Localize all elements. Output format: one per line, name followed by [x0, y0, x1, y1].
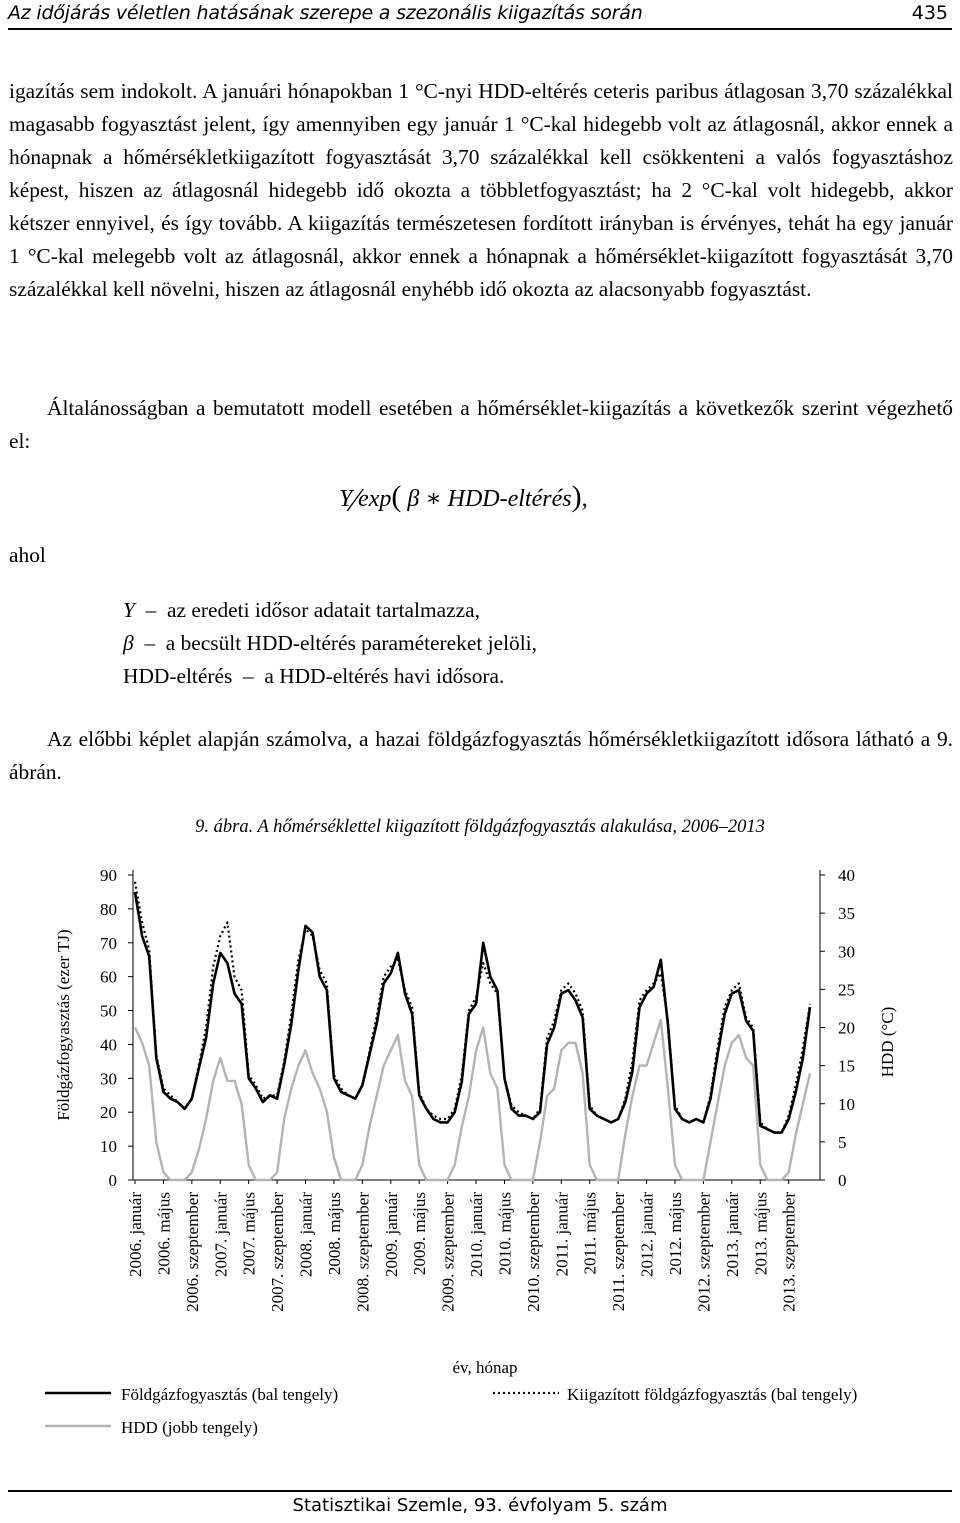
y-axis-title: Földgázfogyasztás (ezer TJ) — [54, 929, 73, 1121]
y-tick-label: 80 — [100, 899, 117, 919]
legend-label-adjusted: Kiigazított földgázfogyasztás (bal tengely) — [567, 1385, 858, 1404]
definition-item: HDD-eltérés – a HDD-eltérés havi idősora. — [123, 664, 505, 688]
figure-number: 9. ábra. — [195, 817, 254, 837]
header-rule — [8, 28, 952, 30]
x-tick-label: 2011. május — [580, 1192, 600, 1275]
y-tick-label: 50 — [100, 1001, 117, 1021]
y2-tick-label: 0 — [838, 1171, 847, 1190]
definition-list — [123, 594, 537, 693]
x-tick-label: 2012. január — [637, 1192, 657, 1277]
y2-tick-label: 15 — [838, 1056, 855, 1076]
y2-tick-label: 10 — [838, 1094, 855, 1114]
formula-beta: β — [407, 486, 420, 512]
journal-footer: Statisztikai Szemle, 93. évfolyam 5. szám — [292, 1495, 668, 1516]
formula — [339, 480, 588, 520]
definition-item: β – a becsült HDD-eltérés paramétereket jelöli, — [123, 631, 537, 655]
paragraph-1: igazítás sem indokolt. A januári hónapokban 1 °C-nyi HDD-eltérés ceteris paribus átlagosan 3,70 százalékkal magasabb fogyasztást jelent, így amennyiben egy január 1 °C-kal hidegebb volt az átlagosnál, akkor ennek a hónapnak a hőmérsékletkiigazított fogyasztását 3,70 százalékkal kell csökkenteni a valós fogyasztáshoz képest, hiszen az átlagosnál hidegebb idő okozta a többletfogyasztást; ha 2 °C-kal volt hidegebb, akkor kétszer ennyivel, és így tovább. A kiigazítás természetesen fordított irányban is érvényes, tehát ha egy január 1 °C-kal melegebb volt az átlagosnál, akkor ennek a hónapnak a hőmérséklet-kiigazított fogyasztását 3,70 százalékkal kell növelni, hiszen az átlagosnál enyhébb idő okozta az alacsonyabb fogyasztást. — [9, 79, 953, 301]
legend-label-consumption: Földgázfogyasztás (bal tengely) — [121, 1385, 339, 1404]
x-tick-label: 2009. május — [410, 1192, 430, 1276]
definition-symbol: β — [123, 631, 134, 655]
definition-text: az eredeti idősor adatait tartalmazza, — [167, 598, 480, 622]
x-tick-label: 2009. január — [381, 1192, 401, 1277]
y-tick-label: 20 — [100, 1103, 117, 1123]
x-tick-label: 2010. május — [495, 1192, 515, 1276]
formula-exp: exp — [358, 486, 392, 512]
x-tick-label: 2012. szeptember — [694, 1192, 714, 1312]
page-number: 435 — [911, 2, 948, 24]
series-line-consumption — [135, 892, 810, 1133]
x-tick-label: 2006. január — [126, 1192, 145, 1277]
formula-term: HDD-eltérés — [447, 486, 572, 512]
x-tick-label: 2007. szeptember — [268, 1192, 288, 1312]
x-tick-label: 2008. szeptember — [353, 1192, 373, 1312]
y2-tick-label: 35 — [838, 904, 855, 924]
footer-rule — [8, 1490, 952, 1492]
x-tick-label: 2010. január — [467, 1192, 487, 1277]
y2-tick-label: 25 — [838, 980, 855, 1000]
definition-symbol: HDD-eltérés — [123, 664, 233, 688]
definition-symbol: Y — [123, 598, 135, 622]
page-footer — [0, 1486, 960, 1516]
x-tick-label: 2006. szeptember — [182, 1192, 202, 1312]
y-tick-label: 30 — [100, 1069, 117, 1089]
y2-tick-label: 40 — [838, 866, 855, 885]
y-tick-label: 0 — [108, 1171, 117, 1190]
formula-comma: , — [581, 486, 588, 512]
formula-y: Y — [339, 486, 353, 512]
running-title: Az időjárás véletlen hatásának szerepe a szezonális kiigazítás során — [8, 2, 643, 24]
y-tick-label: 60 — [100, 967, 117, 987]
y-tick-label: 90 — [100, 866, 117, 885]
legend-label-hdd: HDD (jobb tengely) — [121, 1418, 258, 1437]
series-line-hdd — [135, 1020, 810, 1180]
x-tick-label: 2010. szeptember — [523, 1192, 543, 1312]
x-tick-label: 2007. január — [211, 1192, 231, 1277]
line-chart — [0, 850, 960, 1470]
definition-item: Y – az eredeti idősor adatait tartalmazza, — [123, 598, 480, 622]
definition-text: a HDD-eltérés havi idősora. — [264, 664, 505, 688]
x-tick-label: 2011. szeptember — [609, 1192, 629, 1312]
paragraph-2: Általánosságban a bemutatott modell esetében a hőmérséklet-kiigazítás a következők szerint végezhető el: — [9, 396, 953, 453]
x-axis-title: év, hónap — [452, 1358, 518, 1377]
y2-tick-label: 20 — [838, 1018, 855, 1038]
formula-slash: ⁄ — [352, 482, 359, 519]
y2-tick-label: 30 — [838, 942, 855, 962]
x-tick-label: 2013. május — [751, 1192, 771, 1276]
y2-tick-label: 5 — [838, 1132, 847, 1152]
y2-axis-title: HDD (°C) — [878, 1006, 897, 1078]
x-tick-label: 2013. szeptember — [779, 1192, 799, 1312]
formula-close-paren: ) — [571, 480, 582, 513]
formula-open-paren: ( — [391, 480, 402, 513]
definition-text: a becsült HDD-eltérés paramétereket jelöli, — [165, 631, 537, 655]
y-tick-label: 10 — [100, 1137, 117, 1157]
x-tick-label: 2008. május — [324, 1192, 344, 1276]
ahol-label: ahol — [9, 543, 46, 567]
x-tick-label: 2013. január — [722, 1192, 742, 1277]
formula-star: ∗ — [425, 486, 442, 512]
x-tick-label: 2012. május — [666, 1192, 685, 1276]
figure-title: A hőmérséklettel kiigazított földgázfogyasztás alakulása, 2006–2013 — [257, 817, 765, 837]
figure-caption — [0, 817, 960, 838]
x-tick-label: 2009. szeptember — [438, 1192, 458, 1312]
x-tick-label: 2006. május — [154, 1192, 174, 1276]
x-tick-label: 2011. január — [552, 1192, 572, 1277]
y-tick-label: 70 — [100, 933, 117, 953]
x-tick-label: 2007. május — [239, 1192, 259, 1276]
y-tick-label: 40 — [100, 1035, 117, 1055]
page-header — [8, 0, 952, 30]
x-tick-label: 2008. január — [296, 1192, 316, 1277]
paragraph-3: Az előbbi képlet alapján számolva, a hazai földgázfogyasztás hőmérsékletkiigazított idősora látható a 9. ábrán. — [9, 727, 953, 784]
